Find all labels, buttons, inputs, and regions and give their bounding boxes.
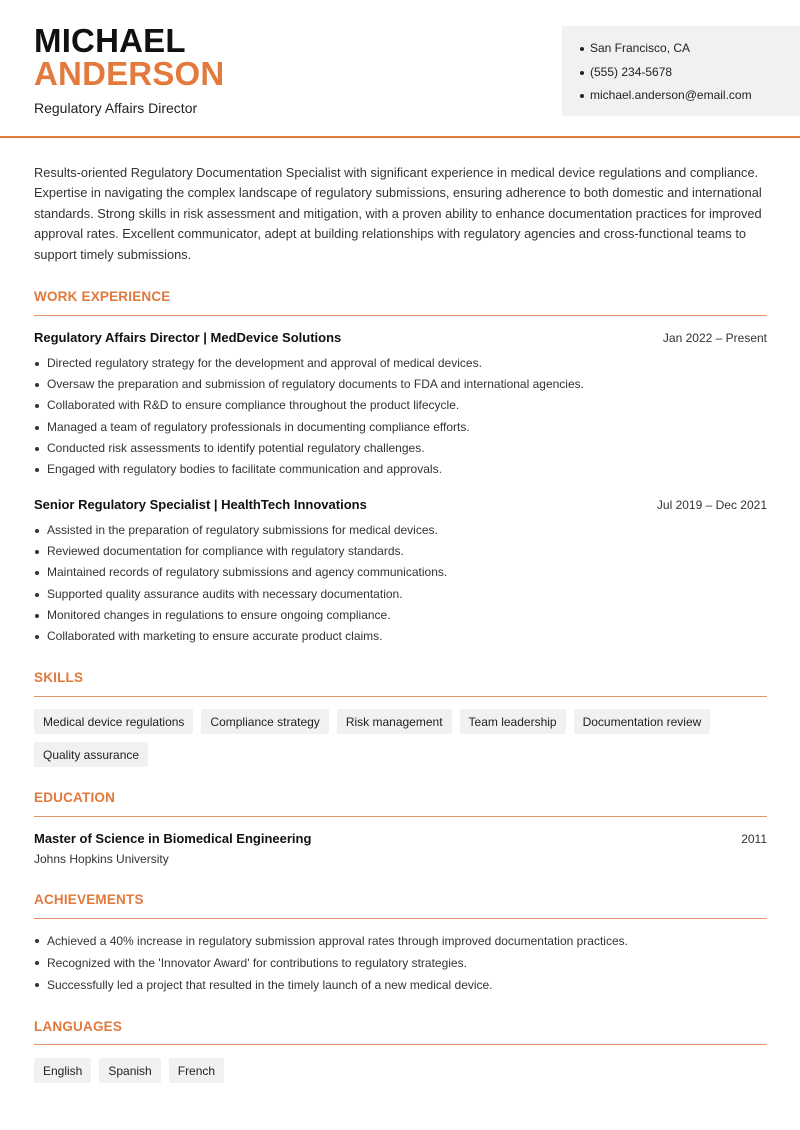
last-name: ANDERSON [34,55,225,92]
section-divider [34,1044,767,1045]
section-divider [34,816,767,817]
section-divider [34,696,767,697]
job-dates: Jul 2019 – Dec 2021 [656,498,767,512]
education-school: Johns Hopkins University [34,852,169,866]
job-bullet: Reviewed documentation for compliance with regulatory standards. [34,541,767,562]
job-dates: Jan 2022 – Present [662,331,767,345]
contact-location: San Francisco, CA [580,37,800,61]
job-header [34,496,767,514]
skill-chip: Documentation review [574,709,711,734]
job-bullet: Directed regulatory strategy for the development and approval of medical devices. [34,353,767,374]
job-bullet: Collaborated with R&D to ensure compliance throughout the product lifecycle. [34,395,767,416]
language-chip: Spanish [99,1058,160,1083]
job-bullet: Monitored changes in regulations to ensure ongoing compliance. [34,605,767,626]
languages-heading: LANGUAGES [34,1019,123,1034]
job-bullet: Maintained records of regulatory submissions and agency communications. [34,562,767,583]
job-bullet: Conducted risk assessments to identify potential regulatory challenges. [34,438,767,459]
job-bullet: Supported quality assurance audits with necessary documentation. [34,584,767,605]
achievements-list [34,930,767,996]
language-chip: French [169,1058,224,1083]
skill-chip: Team leadership [460,709,566,734]
contact-phone: (555) 234-5678 [580,61,800,85]
education-header [34,830,767,848]
achievement-item: Successfully led a project that resulted in the timely launch of a new medical device. [34,974,767,996]
contact-box [562,26,800,116]
summary-paragraph: Results-oriented Regulatory Documentation Specialist with significant experience in medical device regulations and compliance. Expertise in navigating the complex landscape of regulatory submissions, ensuring adherence to both domestic and international standards. Strong skills in risk assessment and mitigation, with a proven ability to enhance documentation practices for improved approval rates. Excellent communicator, adept at building relationships with regulatory agencies and cross-functional teams to support timely submissions. [34,165,762,262]
job-bullet: Managed a team of regulatory professionals in documenting compliance efforts. [34,417,767,438]
skill-chip: Compliance strategy [201,709,328,734]
job-role: Regulatory Affairs Director | MedDevice Solutions [34,330,342,345]
section-divider [34,315,767,316]
education-year: 2011 [741,832,767,846]
job-bullets [34,353,767,480]
job-bullets [34,520,767,647]
achievement-item: Achieved a 40% increase in regulatory submission approval rates through improved documentation practices. [34,930,767,952]
achievements-heading: ACHIEVEMENTS [34,892,144,907]
education-heading: EDUCATION [34,790,116,805]
skill-chip: Medical device regulations [34,709,193,734]
contact-email: michael.anderson@email.com [580,84,800,108]
job-role: Senior Regulatory Specialist | HealthTech Innovations [34,497,367,512]
achievement-item: Recognized with the 'Innovator Award' for contributions to regulatory strategies. [34,952,767,974]
job-bullet: Oversaw the preparation and submission of regulatory documents to FDA and international agencies. [34,374,767,395]
skill-chip: Quality assurance [34,742,148,767]
work-experience-heading: WORK EXPERIENCE [34,289,171,304]
education-degree: Master of Science in Biomedical Engineering [34,831,312,846]
job-header [34,329,767,347]
job-bullet: Engaged with regulatory bodies to facilitate communication and approvals. [34,459,767,480]
job-title: Regulatory Affairs Director [34,100,198,116]
skills-heading: SKILLS [34,670,84,685]
skill-chip: Risk management [337,709,452,734]
first-name: MICHAEL [34,22,186,59]
job-bullet: Assisted in the preparation of regulatory submissions for medical devices. [34,520,767,541]
section-divider [34,918,767,919]
job-bullet: Collaborated with marketing to ensure accurate product claims. [34,626,767,647]
language-chip: English [34,1058,91,1083]
resume-header [0,0,800,138]
languages-list [34,1058,767,1083]
skills-list [34,709,767,767]
